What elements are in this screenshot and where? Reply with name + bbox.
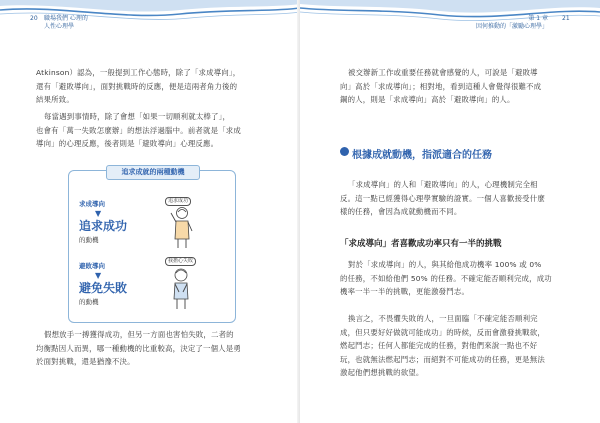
subheading: 「求成導向」者喜歡成功率只有一半的挑戰 bbox=[340, 239, 502, 249]
text-line: 向」高於「求成導向」；相對地，看到這種人會覺得很難不成 bbox=[340, 81, 542, 91]
figure-title: 追求成就的兩種動機 bbox=[106, 165, 200, 180]
text-line: 換言之，不畏懼失敗的人，一旦面臨「不確定能否順利完 bbox=[348, 314, 538, 323]
figure-small-approach: 的動機 bbox=[79, 236, 99, 244]
text-line: 還有「避敗導向」，面對挑戰時的反應，便是這兩者角力後的 bbox=[36, 81, 238, 91]
right-para3 bbox=[340, 258, 552, 299]
left-running-title-line1: 職場我們 心理的 bbox=[44, 15, 88, 22]
text-line: 前者就是「求成 bbox=[187, 125, 241, 135]
text-line: 均衡點因人而異，哪一種動機的比重較高，決定了一個人是勇 bbox=[36, 343, 241, 353]
text-line: 成，但只要好好做就可能成功」的時候，反而會激發挑戰欲， bbox=[340, 327, 545, 337]
down-arrow-icon: ▼ bbox=[95, 271, 102, 280]
figure-label-avoid: 避敗導向 bbox=[79, 262, 105, 270]
text-line: 的任務，不如給他們 50% 的任務。不確定能否順利完成，成功 bbox=[340, 273, 552, 283]
left-running-title-line2: 人性心理學 bbox=[44, 23, 75, 30]
text-line: 對於「求成導向」的人，與其給他成功機率 100% 或 0% bbox=[348, 260, 542, 269]
speech-bubble-confident: 追求成功 bbox=[165, 197, 191, 206]
text-line: 「求成導向」的人和「避敗導向」的人，心理機制完全相 bbox=[348, 180, 538, 189]
text-line: 假想放手一搏獲得成功，但另一方面也害怕失敗，二者的 bbox=[44, 330, 234, 339]
down-arrow-icon: ▼ bbox=[95, 209, 102, 218]
text-line: Atkinson）認為，一般提到工作心態時，除了「求成導向」， bbox=[36, 68, 241, 77]
figure-big-approach: 追求成功 bbox=[79, 219, 128, 233]
chapter-label: 第 1 章 bbox=[528, 15, 549, 22]
confident-person-icon bbox=[169, 205, 195, 249]
text-line: 被交辦新工作或重要任務就會感覺的人，可說是「避敗導 bbox=[348, 68, 538, 77]
left-page-number: 20 bbox=[30, 15, 38, 22]
text-line: 於面對挑戰，還是猶豫不決。 bbox=[36, 357, 135, 367]
text-line: 激起他們想挑戰的欲望。 bbox=[340, 368, 424, 378]
section-heading-bullet-icon bbox=[340, 147, 349, 156]
text-line: 樣的任務，會因為成就動機而不同。 bbox=[340, 207, 462, 217]
text-line: 導向」的心理反應，後者則是「避敗導向」心理反應。 bbox=[36, 139, 219, 149]
right-page bbox=[300, 0, 600, 423]
text-line: 玩，也就無法燃起鬥志；而絕對不可能成功的任務，更是無法 bbox=[340, 354, 545, 364]
right-para2 bbox=[340, 178, 545, 219]
left-running-title bbox=[44, 15, 88, 31]
text-line: 結果所致。 bbox=[36, 95, 74, 105]
text-line: 鋼的人，則是「求成導向」高於「避敗導向」的人。 bbox=[340, 95, 515, 105]
right-para1 bbox=[340, 66, 541, 107]
text-line: 燃起鬥志；任何人都能完成的任務，對他們來說一點也不好 bbox=[340, 341, 538, 351]
left-para1 bbox=[36, 66, 240, 107]
motivation-figure bbox=[68, 170, 236, 323]
header-wave-decoration bbox=[300, 0, 600, 46]
left-para3 bbox=[36, 328, 241, 369]
speech-bubble-worried: 我擔心失敗 bbox=[165, 257, 196, 266]
right-para4 bbox=[340, 312, 545, 380]
chapter-title: 因何推動的「激勵心理學」 bbox=[476, 23, 549, 30]
right-chapter-header bbox=[476, 15, 549, 31]
right-page-number: 21 bbox=[562, 15, 570, 22]
emphasis-line: 也會有「萬一失敗怎麼辦」的想法浮過腦中。 bbox=[36, 125, 188, 135]
figure-small-avoid: 的動機 bbox=[79, 298, 99, 306]
left-para2 bbox=[36, 110, 276, 151]
emphasis-line: 每當遇到事情時，除了會想「如果一切順利就太棒了」， bbox=[44, 112, 231, 121]
text-line: 機率一半一半的挑戰，更能激發鬥志。 bbox=[340, 287, 470, 297]
text-line: 反。這一點已經獲得心理學實驗的證實。一個人喜歡接受什麼 bbox=[340, 193, 545, 203]
figure-label-approach: 求成導向 bbox=[79, 200, 105, 208]
section-heading: 根據成就動機，指派適合的任務 bbox=[352, 150, 492, 161]
worried-person-icon bbox=[167, 266, 195, 310]
figure-big-avoid: 避免失敗 bbox=[79, 281, 128, 295]
